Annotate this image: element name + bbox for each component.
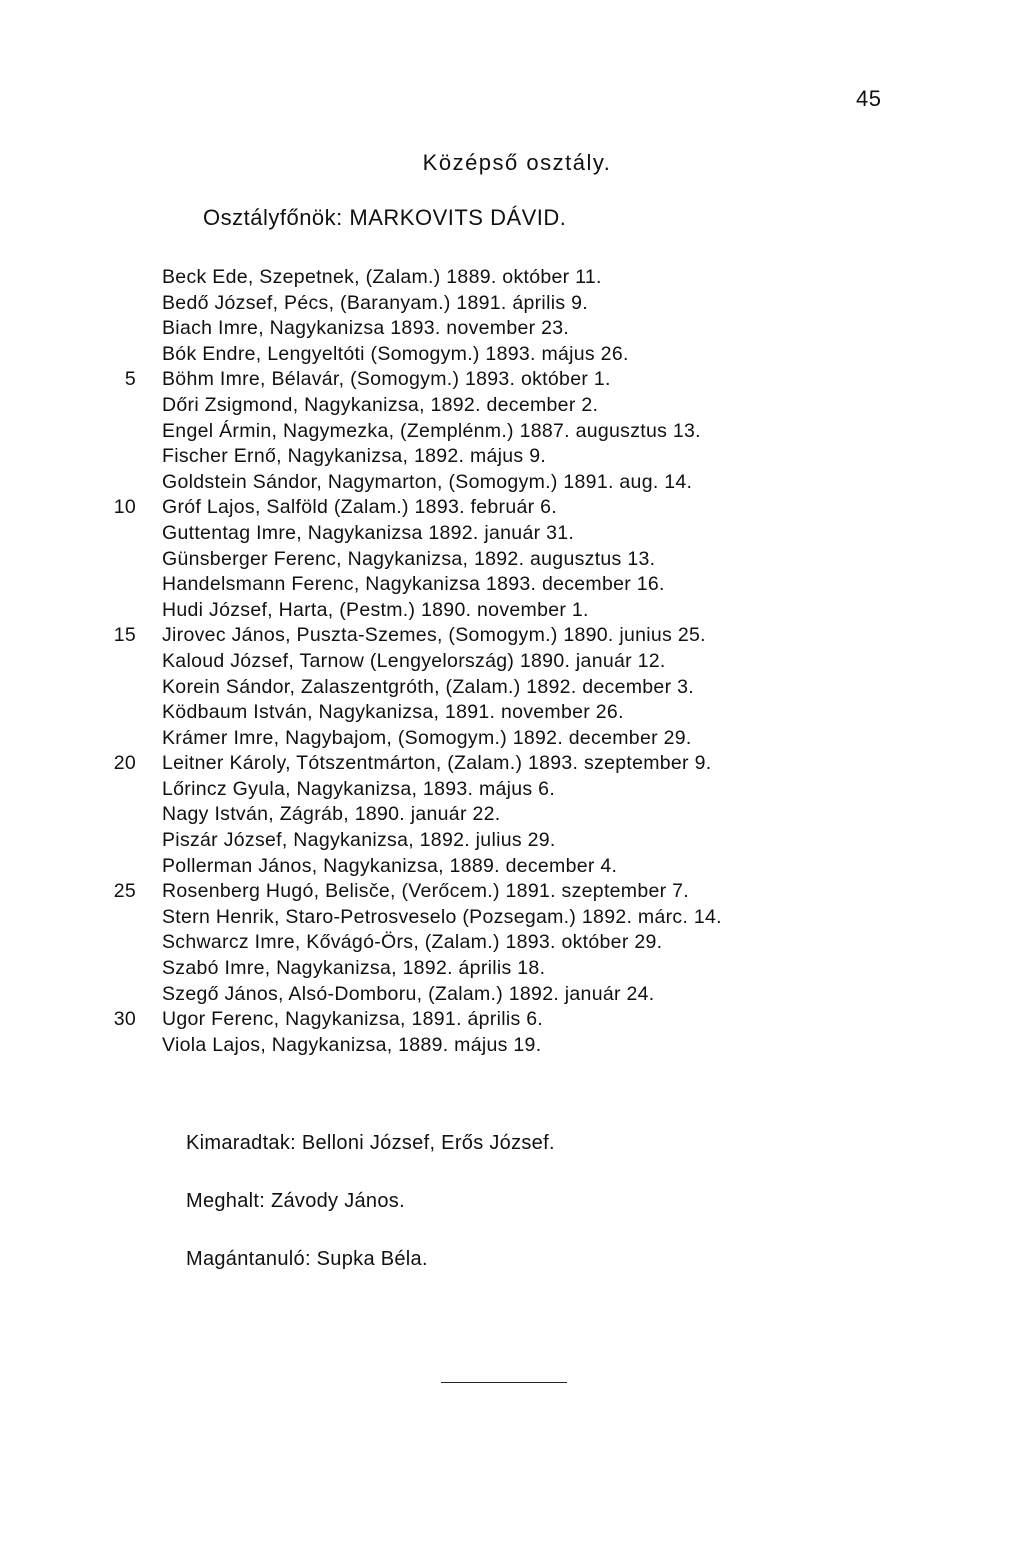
student-row-text: Ködbaum István, Nagykanizsa, 1891. november 26.: [162, 701, 624, 724]
student-row-text: Gróf Lajos, Salföld (Zalam.) 1893. február 6.: [162, 496, 558, 519]
student-row-text: Korein Sándor, Zalaszentgróth, (Zalam.) 1892. december 3.: [162, 675, 694, 698]
student-row-text: Piszár József, Nagykanizsa, 1892. julius 29.: [162, 829, 556, 852]
student-row-text: Guttentag Imre, Nagykanizsa 1892. január 31.: [162, 521, 575, 544]
student-row-number: 30: [113, 1008, 136, 1031]
student-row: [0, 393, 1024, 419]
student-row-text: Handelsmann Ferenc, Nagykanizsa 1893. december 16.: [162, 573, 665, 596]
student-row: [0, 342, 1024, 368]
student-row-text: Dőri Zsigmond, Nagykanizsa, 1892. december 2.: [162, 393, 599, 416]
student-row-text: Szegő János, Alsó-Domboru, (Zalam.) 1892. január 24.: [162, 982, 655, 1005]
student-row-text: Krámer Imre, Nagybajom, (Somogym.) 1892. december 29.: [162, 726, 692, 749]
student-row-text: Jirovec János, Puszta-Szemes, (Somogym.) 1890. junius 25.: [162, 624, 706, 647]
student-row-text: Engel Ármin, Nagymezka, (Zemplénm.) 1887. augusztus 13.: [162, 419, 701, 442]
student-row: [0, 930, 1024, 956]
student-row: [0, 265, 1024, 291]
student-row-text: Kaloud József, Tarnow (Lengyelország) 1890. január 12.: [162, 649, 666, 672]
student-row-text: Stern Henrik, Staro-Petrosveselo (Pozsegam.) 1892. márc. 14.: [162, 905, 722, 928]
student-row: [0, 444, 1024, 470]
student-row-text: Fischer Ernő, Nagykanizsa, 1892. május 9.: [162, 445, 547, 468]
student-row: [0, 854, 1024, 880]
end-rule: [441, 1382, 567, 1383]
student-row-number: 15: [113, 624, 136, 647]
student-row: [0, 700, 1024, 726]
student-row-text: Günsberger Ferenc, Nagykanizsa, 1892. augusztus 13.: [162, 547, 656, 570]
student-row-text: Hudi József, Harta, (Pestm.) 1890. november 1.: [162, 598, 589, 621]
student-row: [0, 1007, 1024, 1033]
note-left-out: Kimaradtak: Belloni József, Erős József.: [186, 1132, 555, 1154]
student-row: [0, 726, 1024, 752]
student-row-text: Szabó Imre, Nagykanizsa, 1892. április 18.: [162, 957, 546, 980]
student-row-text: Pollerman János, Nagykanizsa, 1889. december 4.: [162, 854, 618, 877]
student-list: [0, 265, 1024, 1058]
student-row-text: Rosenberg Hugó, Belisče, (Verőcem.) 1891. szeptember 7.: [162, 880, 690, 903]
student-row-number: 5: [124, 368, 136, 391]
student-row: [0, 316, 1024, 342]
student-row-text: Lőrincz Gyula, Nagykanizsa, 1893. május 6.: [162, 777, 556, 800]
student-row-text: Böhm Imre, Bélavár, (Somogym.) 1893. október 1.: [162, 368, 611, 391]
student-row: [0, 751, 1024, 777]
student-row: [0, 1033, 1024, 1059]
student-row-text: Bók Endre, Lengyeltóti (Somogym.) 1893. május 26.: [162, 342, 629, 365]
student-row: [0, 547, 1024, 573]
student-row: [0, 956, 1024, 982]
student-row: [0, 777, 1024, 803]
student-row: [0, 982, 1024, 1008]
student-row-text: Goldstein Sándor, Nagymarton, (Somogym.) 1891. aug. 14.: [162, 470, 693, 493]
student-row: [0, 470, 1024, 496]
class-teacher: Osztályfőnök: MARKOVITS DÁVID.: [203, 205, 567, 230]
student-row-text: Biach Imre, Nagykanizsa 1893. november 23.: [162, 317, 570, 340]
section-title: Középső osztály.: [422, 150, 612, 175]
student-row-number: 10: [113, 496, 136, 519]
student-row: [0, 828, 1024, 854]
student-row: [0, 802, 1024, 828]
student-row: [0, 521, 1024, 547]
student-row-text: Beck Ede, Szepetnek, (Zalam.) 1889. október 11.: [162, 266, 602, 288]
student-row: [0, 905, 1024, 931]
student-row: [0, 367, 1024, 393]
student-row: [0, 649, 1024, 675]
student-row-text: Viola Lajos, Nagykanizsa, 1889. május 19.: [162, 1033, 542, 1056]
student-row-number: 20: [113, 752, 136, 775]
notes: [186, 1128, 555, 1302]
student-row: [0, 879, 1024, 905]
student-row-text: Nagy István, Zágráb, 1890. január 22.: [162, 803, 501, 826]
note-private-student: Magántanuló: Supka Béla.: [186, 1248, 428, 1270]
student-row: [0, 419, 1024, 445]
student-row-text: Leitner Károly, Tótszentmárton, (Zalam.) 1893. szeptember 9.: [162, 752, 712, 775]
student-row-text: Ugor Ferenc, Nagykanizsa, 1891. április 6.: [162, 1008, 544, 1031]
student-row: [0, 598, 1024, 624]
page-number: 45: [856, 86, 882, 111]
student-row: [0, 291, 1024, 317]
student-row-text: Bedő József, Pécs, (Baranyam.) 1891. április 9.: [162, 291, 588, 314]
student-row: [0, 572, 1024, 598]
student-row: [0, 675, 1024, 701]
student-row-text: Schwarcz Imre, Kővágó-Örs, (Zalam.) 1893. október 29.: [162, 931, 663, 954]
student-row: [0, 495, 1024, 521]
note-died: Meghalt: Závody János.: [186, 1190, 405, 1212]
student-row-number: 25: [113, 880, 136, 903]
student-row: [0, 623, 1024, 649]
